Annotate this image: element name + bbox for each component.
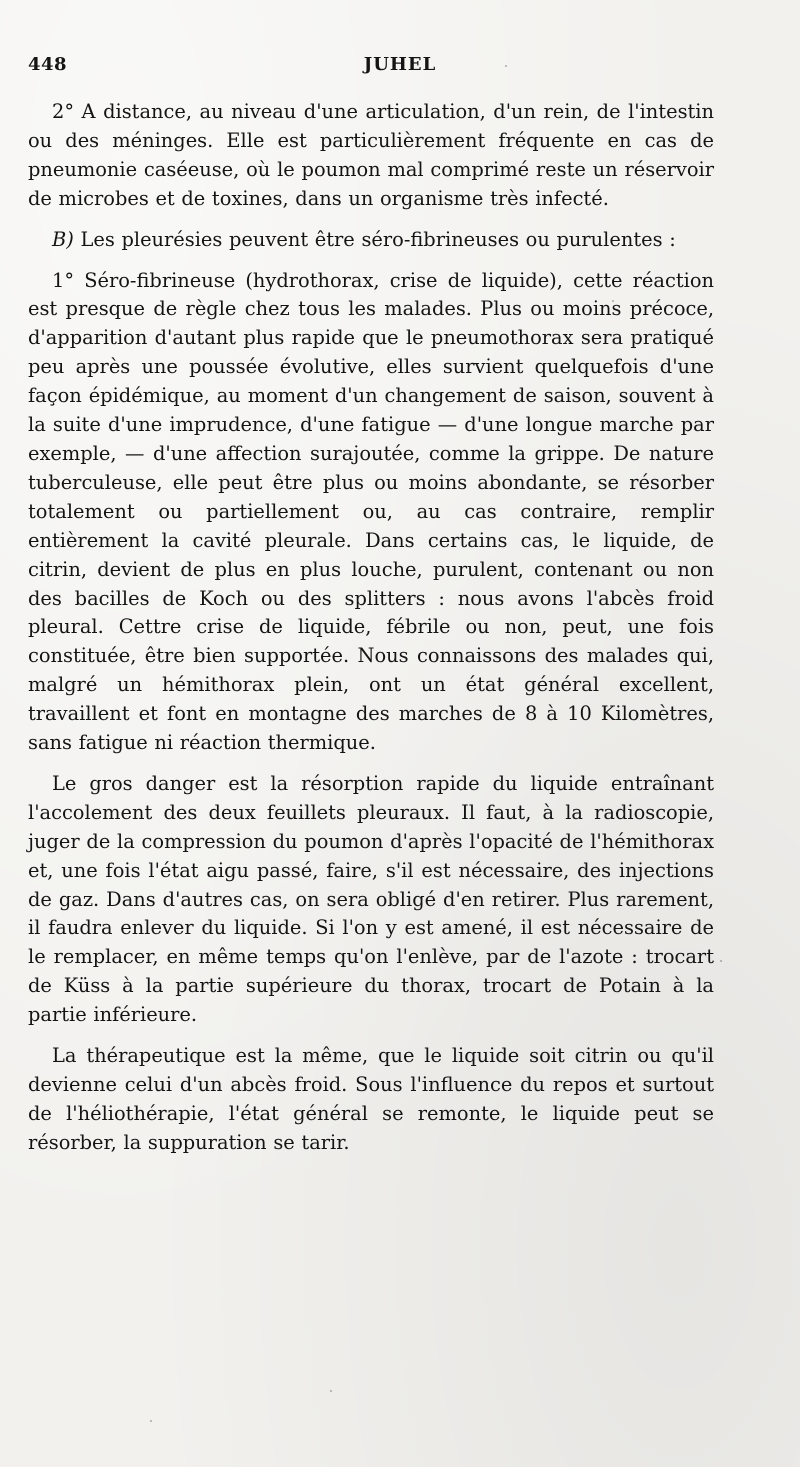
paragraph-therapeutique: La thérapeutique est la même, que le liquide soit citrin ou qu'il devienne celui d'un abcès froid. Sous l'influence du repos et surtout de l'héliothérapie, l'état général se remonte, le liquide peut se résorber, la suppuration se tarir.: [28, 1044, 714, 1154]
running-head: JUHEL: [363, 54, 437, 75]
body-text: [28, 98, 714, 1158]
section-letter: B): [52, 227, 74, 251]
paper-speck: [150, 1420, 152, 1422]
paper-speck: [720, 960, 722, 962]
paper-speck: [505, 65, 507, 67]
page-header: [28, 50, 772, 80]
paper-speck: [330, 1390, 332, 1392]
paragraph-pleuresies-types: [28, 226, 714, 255]
paragraph-pleuresies-text: Les pleurésies peuvent être séro-fibrineuses ou purulentes :: [73, 227, 676, 251]
paragraph-gros-danger: Le gros danger est la résorption rapide du liquide entraînant l'accolement des deux feuillets pleuraux. Il faut, à la radioscopie, juger de la compression du poumon d'après l'opacité de l'hémithorax et, une fois l'état aigu passé, faire, s'il est nécessaire, des injections de gaz. Dans d'autres cas, on sera obligé d'en retirer. Plus rarement, il faudra enlever du liquide. Si l'on y est amené, il est nécessaire de le remplacer, en même temps qu'on l'enlève, par de l'azote : trocart de Küss à la partie supérieure du thorax, trocart de Potain à la partie inférieure.: [28, 771, 714, 1027]
paragraph-distance-infection: 2° A distance, au niveau d'une articulation, d'un rein, de l'intestin ou des méninges. Elle est particulièrement fréquente en cas de pneumonie caséeuse, où le poumon mal comprimé reste un réservoir de microbes et de toxines, dans un organisme très infecté.: [28, 100, 714, 210]
paragraph-sero-fibrineuse: 1° Séro-fibrineuse (hydrothorax, crise de liquide), cette réaction est presque de règle chez tous les malades. Plus ou moins précoce, d'apparition d'autant plus rapide que le pneumothorax sera pratiqué peu après une poussée évolutive, elles survient quelquefois d'une façon épidémique, au moment d'un changement de saison, souvent à la suite d'une imprudence, d'une fatigue — d'une longue marche par exemple, — d'une affection surajoutée, comme la grippe. De nature tuberculeuse, elle peut être plus ou moins abondante, se résorber totalement ou partiellement ou, au cas contraire, remplir entièrement la cavité pleurale. Dans certains cas, le liquide, de citrin, devient de plus en plus louche, purulent, contenant ou non des bacilles de Koch ou des splitters : nous avons l'abcès froid pleural. Cettre crise de liquide, fébrile ou non, peut, une fois constituée, être bien supportée. Nous connaissons des malades qui, malgré un hémithorax plein, ont un état général excellent, travaillent et font en montagne des marches de 8 à 10 Kilomètres, sans fatigue ni réaction thermique.: [28, 268, 714, 755]
page-number: 448: [28, 54, 68, 75]
paper-speck: [612, 300, 614, 302]
